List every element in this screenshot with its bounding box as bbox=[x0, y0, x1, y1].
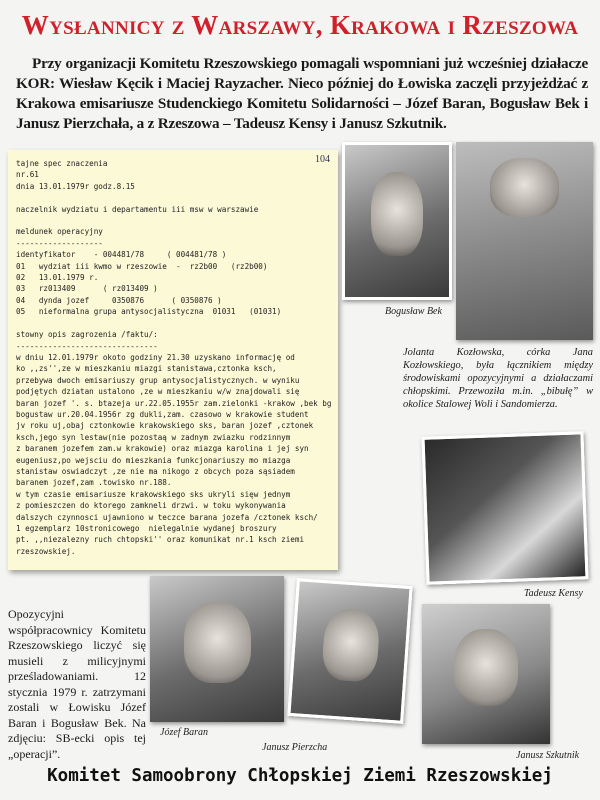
caption-pierzcha: Janusz Pierzcha bbox=[262, 742, 328, 753]
document-line: naczelnik wydziatu i departamentu iii msw w warszawie bbox=[16, 204, 259, 214]
document-line: 01 wydziat iii kwmo w rzeszowie - rz2b00 (rz2b00) bbox=[16, 261, 268, 271]
intro-paragraph: Przy organizacji Komitetu Rzeszowskiego pomagali wspomniani już wcześniej działacze KOR: Wiesław Kęcik i Maciej Rayzacher. Nieco później do Łowiska zaczęli przyjeżdżać z Krakowa emisariusze Studenckiego Komitetu Solidarności – Józef Baran, Bogusław Bek i Janusz Pierzchała, a z Rzeszowa – Tadeusz Kensy i Janusz Szkutnik. bbox=[16, 55, 588, 132]
document-line: 1 egzemplarz 10stronicowego nielegalnie wydanej broszury bbox=[16, 524, 277, 533]
document-line: 05 nieformalna grupa antysocjalistyczna 01031 (01031) bbox=[16, 307, 282, 317]
document-line: identyfikator - 004481/78 ( 004481/78 ) bbox=[16, 250, 227, 260]
caption-kozlowska: Jolanta Kozłowska, córka Jana Kozłowskiego, była łącznikiem między środowiskami opozycyjnymi a działaczami chłopskimi. Przewoziła m.in. „bibułę” w okolice Stalowej Woli i Sandomierza. bbox=[403, 347, 593, 410]
document-line: ------------------- bbox=[16, 238, 103, 248]
photo-jolanta-kozlowska bbox=[456, 142, 593, 340]
document-line: baranem jozef,zam .towisko nr.188. bbox=[16, 478, 172, 488]
document-line: 04 dynda jozef 0350876 ( 0350876 ) bbox=[16, 295, 222, 305]
caption-bek: Bogusław Bek bbox=[385, 306, 442, 317]
document-line: baran jozef '. s. btazeja ur.22.05.1955r zam.zielonki -krakow ,bek bg bbox=[16, 398, 332, 408]
document-line: jv roku uj,obaj cztonkowie krakowskiego sks, baran jozef ,cztonek bbox=[16, 421, 314, 431]
document-line: rzeszowskiej. bbox=[16, 546, 76, 556]
document-line: stowny opis zagrozenia /faktu/: bbox=[16, 330, 158, 340]
document-line: stanistaw oswiadczyt ,ze nie ma nikogo z obcych poza sąsiadem bbox=[16, 466, 295, 476]
document-line: pt. ,,niezalezny ruch chtopski'' oraz komunikat nr.1 ksch ziemi bbox=[16, 535, 305, 545]
caption-baran: Józef Baran bbox=[160, 727, 209, 738]
document-line: ------------------------------- bbox=[16, 341, 158, 351]
photo-janusz-pierzchala bbox=[287, 578, 412, 724]
document-line: eugeniusz,po wejsciu do mieszkania funkcjonariuszy mo miazga bbox=[16, 455, 291, 465]
document-line: nr.61 bbox=[16, 170, 39, 180]
document-line: bogustaw ur.20.04.1956r zg dukli,zam. czasowo w krakowie student bbox=[16, 409, 309, 419]
document-line: 02 13.01.1979 r. bbox=[16, 273, 99, 283]
document-line: z baranem jozefem zam.w krakowie) oraz miazga karolina i jej syn bbox=[16, 444, 309, 454]
document-line: meldunek operacyjny bbox=[16, 227, 103, 237]
document-line bbox=[16, 192, 330, 203]
document-line: 03 rz013409 ( rz013409 ) bbox=[16, 284, 158, 294]
document-number: 104 bbox=[315, 154, 330, 165]
photo-boguslaw-bek bbox=[342, 142, 452, 300]
document-line: w tym czasie emisariusze krakowskiego sks ukryli sięw jednym bbox=[16, 489, 291, 499]
caption-kensy: Tadeusz Kensy bbox=[524, 588, 583, 599]
page-title: Wysłannicy z Warszawy, Krakowa i Rzeszowa bbox=[21, 10, 579, 40]
photo-tadeusz-kensy bbox=[421, 431, 588, 585]
photo-janusz-szkutnik bbox=[422, 604, 550, 744]
caption-szkutnik: Janusz Szkutnik bbox=[516, 750, 580, 761]
photo-jozef-baran bbox=[150, 576, 284, 722]
sb-report-document bbox=[8, 150, 338, 570]
document-line: z pomieszczen do ktorego zamkneli drzwi. w toku wykonywania bbox=[16, 501, 286, 511]
document-line: podjętych dziatan ustalono ,ze w mieszkaniu w/w znajdowali się bbox=[16, 387, 300, 397]
document-line: tajne spec znaczenia bbox=[16, 159, 108, 168]
side-paragraph: Opozycyjni współpracownicy Komitetu Rzeszowskiego liczyć się musieli z milicyjnymi prześladowaniami. 12 stycznia 1979 r. zatrzymani zostali w Łowisku Józef Baran i Bogusław Bek. Na zdjęciu: SB-ecki opis tej „operacji”. bbox=[8, 607, 146, 761]
document-line: przebywa dwoch emisariuszy grup antysocjalistycznych. w wyniku bbox=[16, 375, 300, 385]
document-line: ko ,,zs'',ze w mieszkaniu miazgi stanistawa,cztonka ksch, bbox=[16, 364, 277, 374]
document-line: w dniu 12.01.1979r okoto godziny 21.30 uzyskano informację od bbox=[16, 352, 295, 362]
document-line: dalszych czynnosci ujawniono w teczce barana jozefa /cztonek ksch/ bbox=[16, 512, 318, 522]
footer-title: Komitet Samoobrony Chłopskiej Ziemi Rzeszowskiej bbox=[47, 766, 553, 786]
document-line bbox=[16, 318, 330, 329]
document-line bbox=[16, 215, 330, 226]
document-line: ksch,jego syn lestaw(nie pozostaą w zadnym zwiazku rodzinnym bbox=[16, 432, 291, 442]
document-line: dnia 13.01.1979r godz.8.15 bbox=[16, 181, 135, 191]
